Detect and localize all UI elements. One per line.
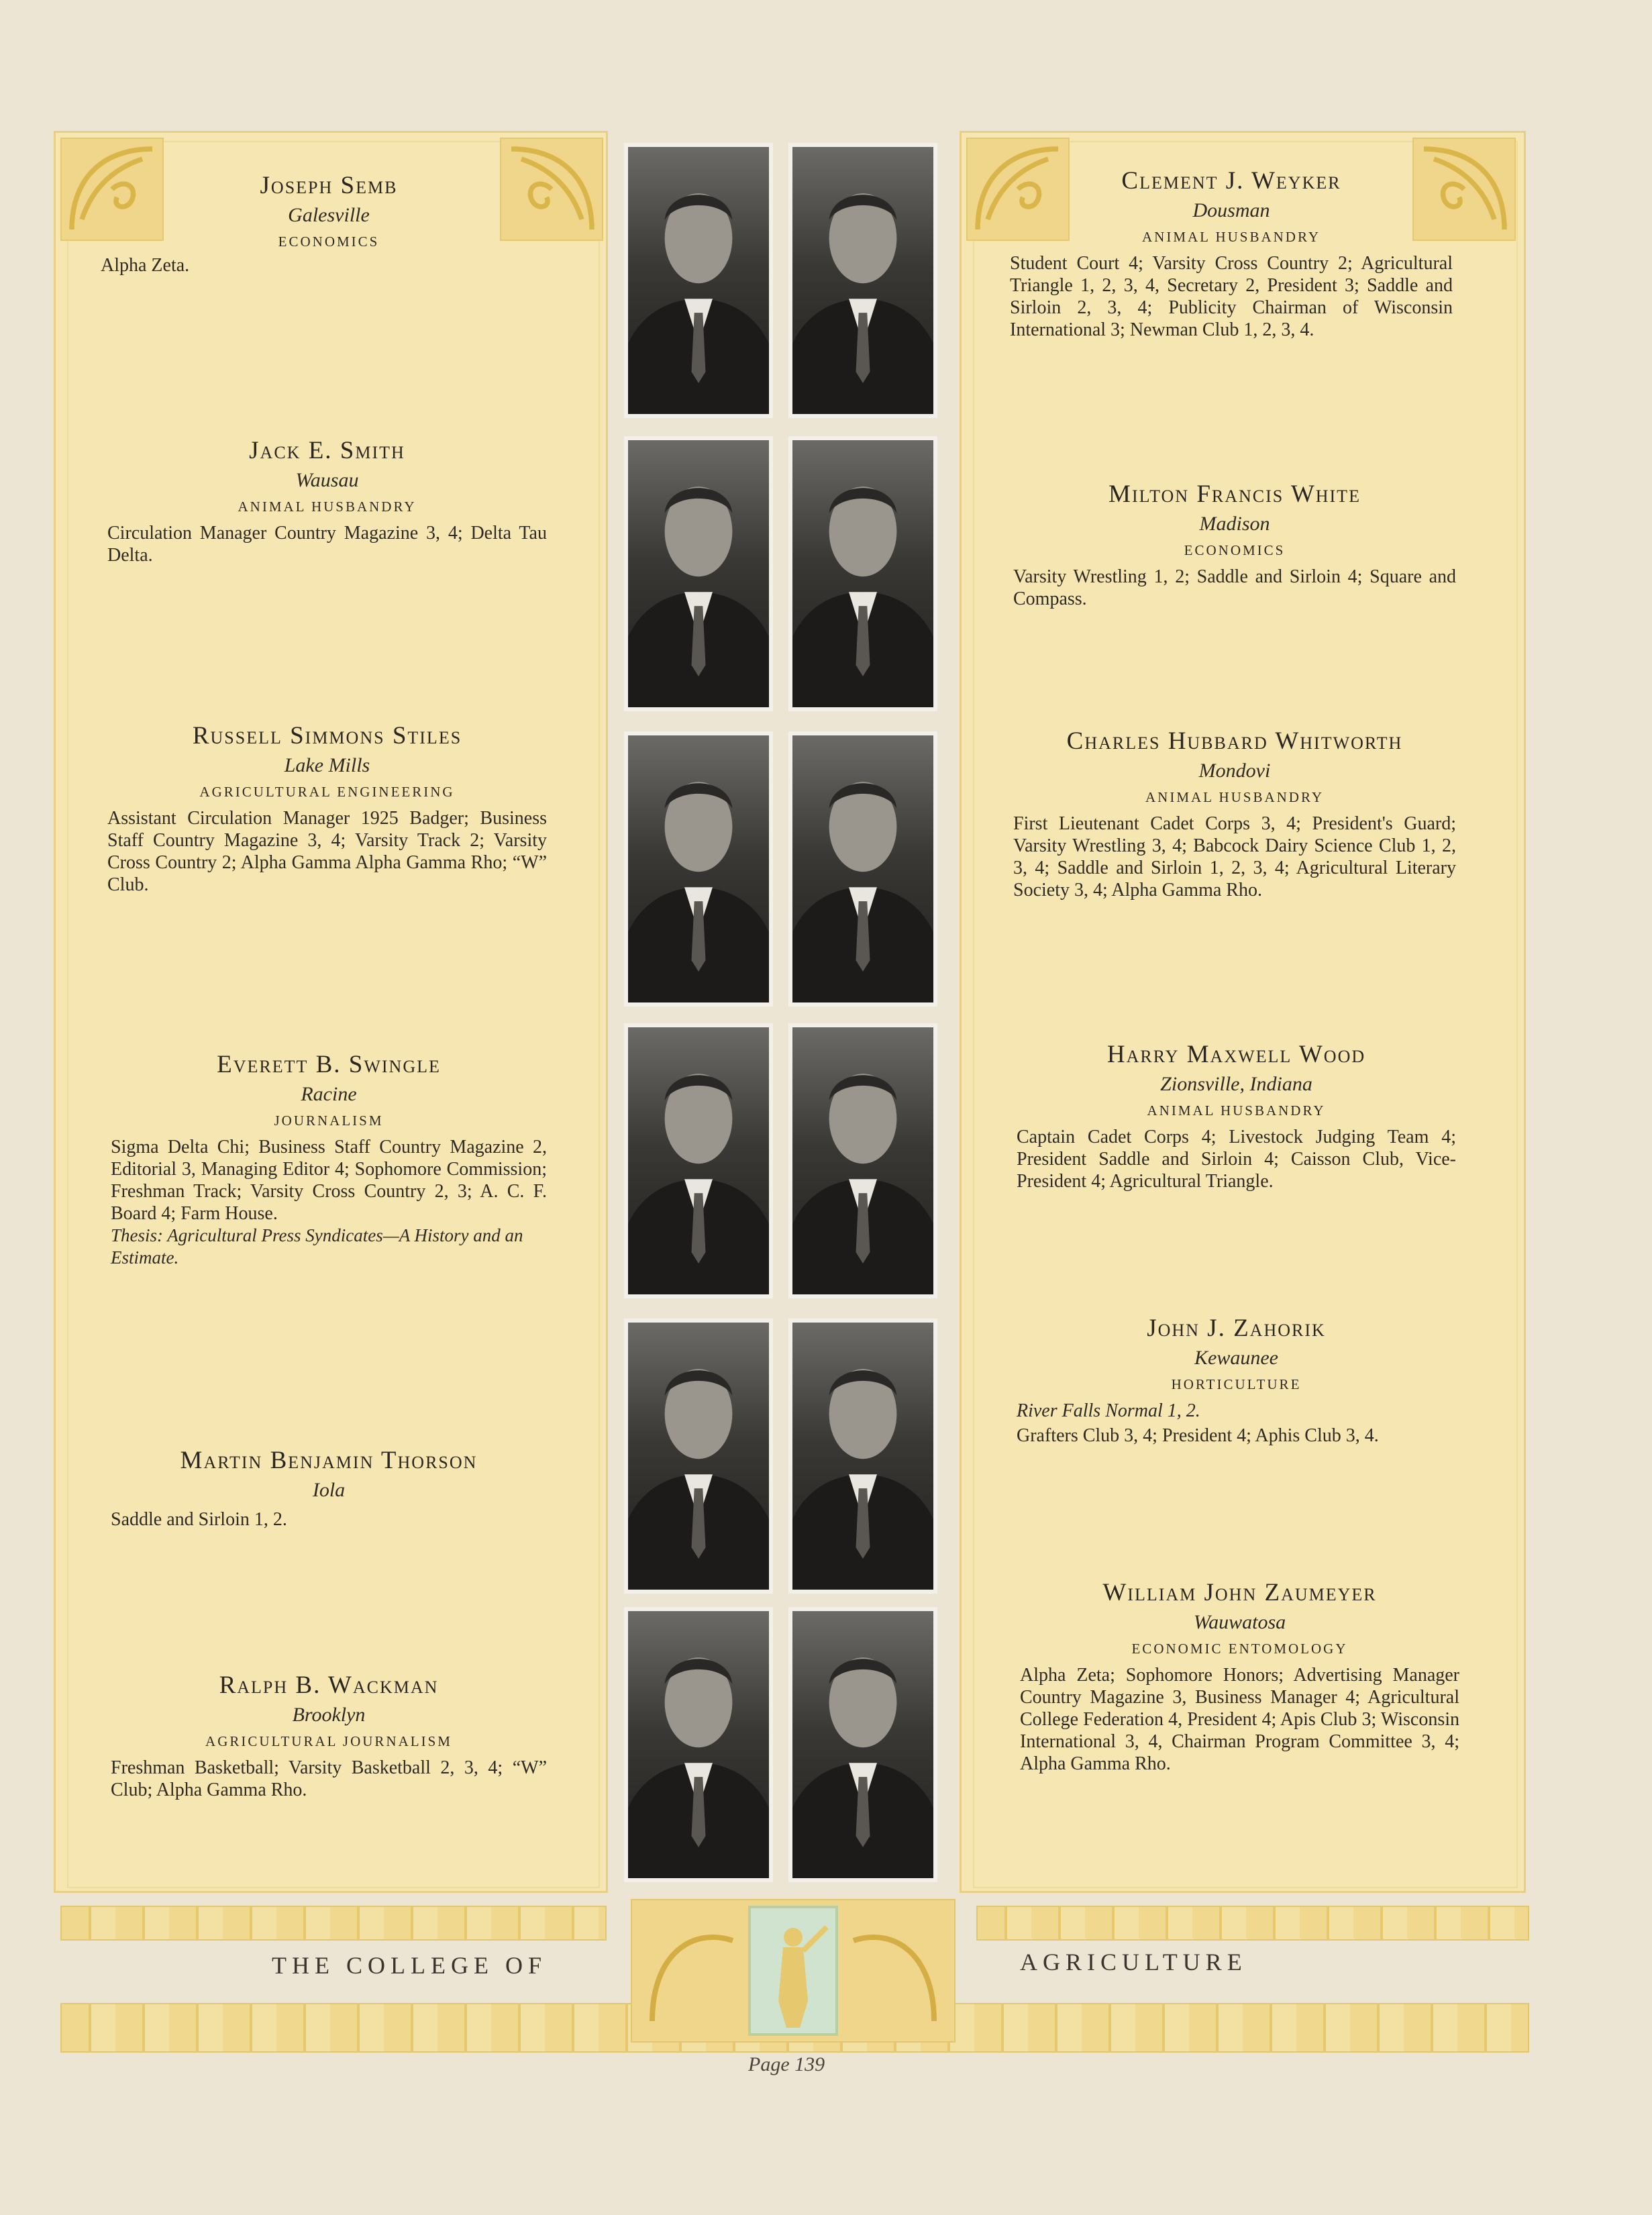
department: ANIMAL HUSBANDRY xyxy=(1147,1102,1326,1119)
entry-william-zaumeyer xyxy=(1020,1578,1459,1775)
entry-russell-stiles xyxy=(107,721,547,896)
activities: First Lieutenant Cadet Corps 3, 4; President's Guard; Varsity Wrestling 3, 4; Babcock Dairy Science Club 1, 2, 3, 4; Saddle and Sirloin 1, 2, 3, 4; Agricultural Literary Society 3, 4; Alpha Gamma Rho. xyxy=(1013,813,1456,900)
department: ECONOMIC ENTOMOLOGY xyxy=(1131,1641,1348,1657)
footer-left-title: THE COLLEGE OF xyxy=(272,1952,547,1979)
hometown: Dousman xyxy=(1192,199,1270,221)
entry-charles-whitworth xyxy=(1013,727,1456,901)
activities: Captain Cadet Corps 4; Livestock Judging Team 4; President Saddle and Sirloin 4; Caisson Club, Vice-President 4; Agricultural Triangle. xyxy=(1017,1127,1456,1192)
activities: Grafters Club 3, 4; President 4; Aphis Club 3, 4. xyxy=(1017,1425,1379,1446)
student-name: William John Zaumeyer xyxy=(1102,1579,1377,1606)
entry-joseph-semb xyxy=(101,171,557,276)
hometown: Galesville xyxy=(288,204,370,226)
entry-milton-white xyxy=(1013,480,1456,610)
student-name: Jack E. Smith xyxy=(249,437,405,464)
entry-john-zahorik xyxy=(1017,1314,1456,1447)
department: ECONOMICS xyxy=(278,234,380,250)
portrait-photo xyxy=(624,731,773,1007)
activities: Varsity Wrestling 1, 2; Saddle and Sirloin 4; Square and Compass. xyxy=(1013,566,1456,609)
activities: Freshman Basketball; Varsity Basketball 2, 3, 4; “W” Club; Alpha Gamma Rho. xyxy=(111,1757,547,1800)
footer-emblem xyxy=(631,1899,956,2043)
page-number: Page 139 xyxy=(748,2053,825,2075)
activities: Alpha Zeta. xyxy=(101,255,190,276)
thesis: Thesis: Agricultural Press Syndicates—A History and an Estimate. xyxy=(111,1225,523,1268)
portrait-photo xyxy=(788,436,937,711)
activities: Assistant Circulation Manager 1925 Badger; Business Staff Country Magazine 3, 4; Varsity Track 2; Varsity Cross Country 2; Alpha Gamma Alpha Gamma Rho; “W” Club. xyxy=(107,808,547,895)
hometown: Brooklyn xyxy=(292,1704,366,1726)
student-name: Russell Simmons Stiles xyxy=(192,722,462,750)
hometown: Kewaunee xyxy=(1194,1347,1278,1369)
entry-everett-swingle xyxy=(111,1050,547,1269)
hometown: Madison xyxy=(1199,513,1270,535)
entry-clement-weyker xyxy=(1010,166,1453,341)
portrait-photo xyxy=(624,1607,773,1882)
student-name: John J. Zahorik xyxy=(1147,1315,1326,1342)
portrait-photo xyxy=(624,1023,773,1298)
portrait-photo xyxy=(624,1319,773,1594)
portrait-photo xyxy=(788,143,937,418)
student-name: Everett B. Swingle xyxy=(217,1051,441,1078)
student-name: Milton Francis White xyxy=(1108,480,1361,508)
hometown: Iola xyxy=(312,1479,346,1501)
portrait-photo xyxy=(788,1319,937,1594)
activities: Saddle and Sirloin 1, 2. xyxy=(111,1509,287,1530)
hometown: Racine xyxy=(301,1083,357,1105)
student-name: Charles Hubbard Whitworth xyxy=(1066,727,1403,755)
activities: Alpha Zeta; Sophomore Honors; Advertising Manager Country Magazine 3, Business Manager 4; Agricultural College Federation 4, President 4; Apis Club 3; Wisconsin International 3, 4, Chairman Program Committee 3, 4; Alpha Gamma Rho. xyxy=(1020,1665,1459,1774)
portrait-photo xyxy=(788,731,937,1007)
student-name: Joseph Semb xyxy=(260,172,398,199)
portrait-photo xyxy=(788,1607,937,1882)
entry-harry-wood xyxy=(1017,1040,1456,1192)
department: AGRICULTURAL ENGINEERING xyxy=(199,784,455,800)
entry-martin-thorson xyxy=(111,1446,547,1531)
department: JOURNALISM xyxy=(274,1113,384,1129)
hometown: Wausau xyxy=(295,469,359,491)
student-name: Martin Benjamin Thorson xyxy=(180,1447,478,1474)
footer-ornament-band-top-right xyxy=(976,1906,1529,1941)
student-name: Clement J. Weyker xyxy=(1121,167,1341,195)
entry-jack-smith xyxy=(107,436,547,566)
activities: Circulation Manager Country Magazine 3, 4; Delta Tau Delta. xyxy=(107,523,547,566)
department: AGRICULTURAL JOURNALISM xyxy=(205,1733,452,1749)
footer-right-title: AGRICULTURE xyxy=(1020,1949,1247,1975)
department: HORTICULTURE xyxy=(1171,1376,1302,1392)
department: ANIMAL HUSBANDRY xyxy=(1145,789,1324,805)
portrait-photo xyxy=(788,1023,937,1298)
footer-ornament-band-top-left xyxy=(60,1906,607,1941)
left-panel-border xyxy=(67,141,600,1888)
activities: Student Court 4; Varsity Cross Country 2; Agricultural Triangle 1, 2, 3, 4, Secretary 2, President 3; Saddle and Sirloin 2, 3, 4; Publicity Chairman of Wisconsin International 3; Newman Club 1, 2, 3, 4. xyxy=(1010,253,1453,340)
statue-emblem-icon xyxy=(632,1900,954,2041)
department: ECONOMICS xyxy=(1184,542,1286,558)
hometown: Lake Mills xyxy=(284,754,370,776)
student-name: Ralph B. Wackman xyxy=(219,1671,439,1699)
portrait-photo xyxy=(624,143,773,418)
hometown: Mondovi xyxy=(1198,760,1271,782)
entry-ralph-wackman xyxy=(111,1671,547,1801)
hometown: Zionsville, Indiana xyxy=(1160,1073,1312,1095)
department: ANIMAL HUSBANDRY xyxy=(1142,229,1321,245)
department: ANIMAL HUSBANDRY xyxy=(238,499,417,515)
prior-school: River Falls Normal 1, 2. xyxy=(1017,1400,1200,1421)
student-name: Harry Maxwell Wood xyxy=(1106,1041,1366,1068)
activities: Sigma Delta Chi; Business Staff Country Magazine 2, Editorial 3, Managing Editor 4; Sophomore Commission; Freshman Track; Varsity Cross Country 2, 3; A. C. F. Board 4; Farm House. xyxy=(111,1137,547,1224)
hometown: Wauwatosa xyxy=(1193,1611,1286,1633)
portrait-photo xyxy=(624,436,773,711)
